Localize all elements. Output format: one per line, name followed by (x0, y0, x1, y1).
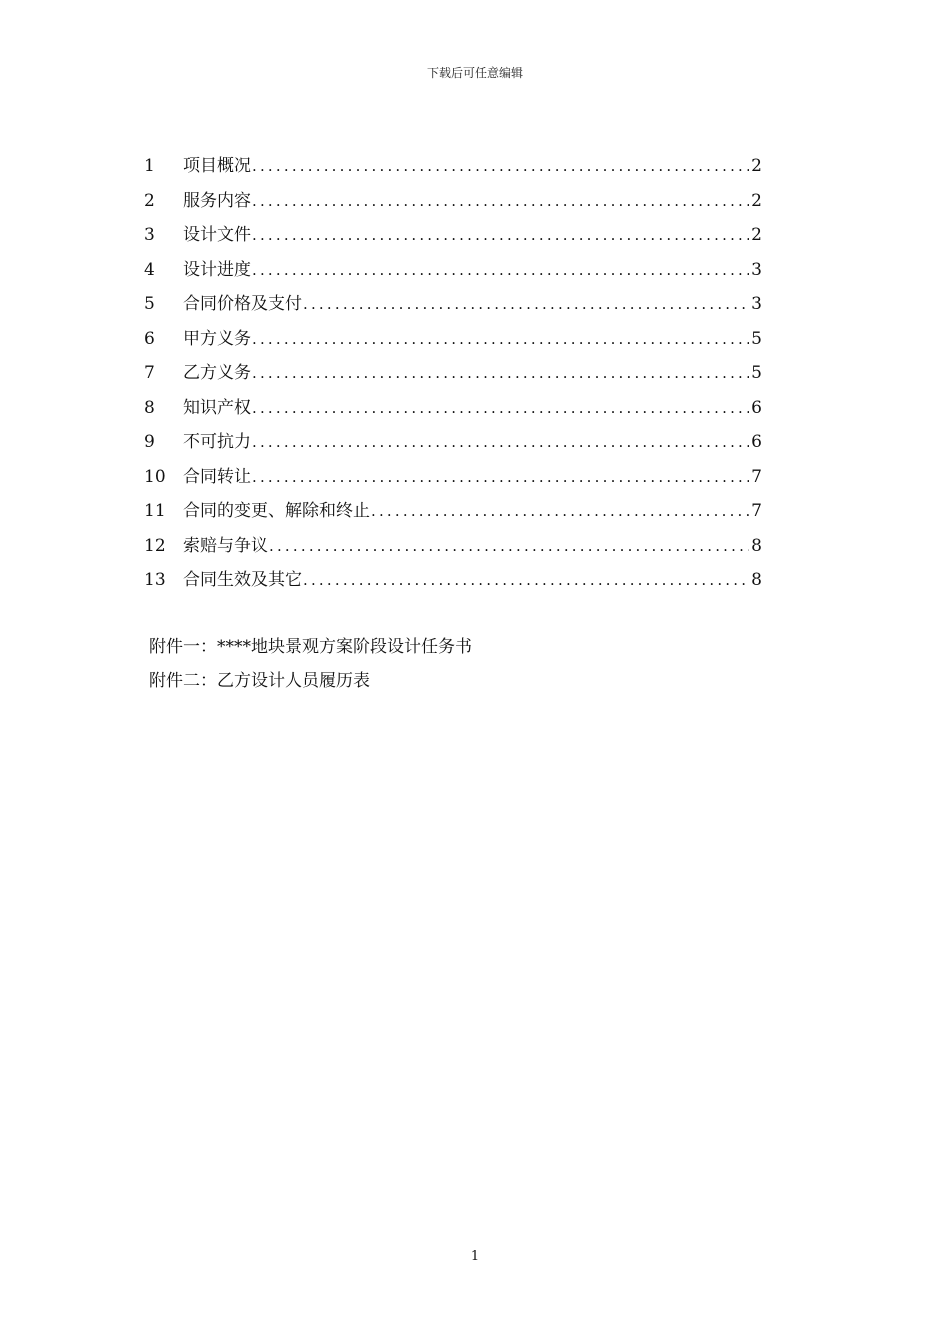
page-number: 1 (470, 1249, 480, 1264)
toc-entry-page: 3 (751, 259, 762, 280)
toc-entry-page: 8 (751, 570, 762, 590)
toc-entry-page: 5 (751, 363, 762, 383)
toc-entry-number: 8 (144, 397, 155, 418)
toc-dot-leader (251, 218, 749, 253)
toc-dot-leader (302, 287, 749, 322)
toc-dot-leader (251, 425, 749, 460)
toc-entry-title: 合同生效及其它 (183, 570, 302, 590)
toc-entry-page: 2 (751, 225, 762, 245)
toc-entry-page: 6 (751, 397, 762, 418)
toc-entry-1[interactable] (144, 149, 762, 184)
toc-entry-11[interactable] (144, 494, 762, 529)
toc-entry-number: 12 (144, 535, 166, 556)
toc-entry-number: 3 (144, 225, 155, 245)
toc-entry-title: 知识产权 (183, 397, 251, 418)
toc-entry-3[interactable] (144, 218, 762, 253)
toc-entry-number: 11 (144, 501, 166, 521)
toc-entry-number: 6 (144, 328, 155, 349)
toc-entry-page: 7 (751, 501, 762, 521)
toc-entry-number: 13 (144, 570, 166, 590)
toc-dot-leader (370, 494, 749, 529)
toc-entry-2[interactable] (144, 184, 762, 219)
toc-dot-leader (268, 529, 749, 564)
toc-entry-number: 2 (144, 190, 155, 211)
toc-entry-page: 3 (751, 294, 762, 314)
toc-dot-leader (251, 149, 749, 184)
toc-entry-10[interactable] (144, 460, 762, 495)
toc-entry-title: 不可抗力 (183, 432, 251, 452)
attachment-item: 附件二：乙方设计人员履历表 (149, 671, 370, 691)
toc-entry-title: 设计进度 (183, 259, 251, 280)
toc-dot-leader (251, 253, 749, 288)
table-of-contents (144, 149, 762, 598)
toc-entry-page: 6 (751, 432, 762, 452)
toc-entry-8[interactable] (144, 391, 762, 426)
toc-entry-number: 1 (144, 156, 155, 176)
toc-entry-page: 2 (751, 156, 762, 176)
toc-entry-page: 2 (751, 190, 762, 211)
toc-entry-title: 合同的变更、解除和终止 (183, 501, 370, 521)
toc-entry-7[interactable] (144, 356, 762, 391)
toc-entry-13[interactable] (144, 563, 762, 598)
toc-entry-4[interactable] (144, 253, 762, 288)
toc-entry-title: 合同转让 (183, 466, 251, 487)
toc-dot-leader (251, 460, 749, 495)
toc-entry-page: 8 (751, 535, 762, 556)
toc-entry-title: 项目概况 (183, 156, 251, 176)
toc-dot-leader (251, 184, 749, 219)
toc-dot-leader (251, 391, 749, 426)
toc-entry-title: 乙方义务 (183, 363, 251, 383)
attachments-list (149, 630, 472, 698)
toc-entry-title: 合同价格及支付 (183, 294, 302, 314)
toc-entry-page: 7 (751, 466, 762, 487)
toc-entry-12[interactable] (144, 529, 762, 564)
toc-entry-page: 5 (751, 328, 762, 349)
toc-entry-number: 10 (144, 466, 166, 487)
toc-entry-title: 索赔与争议 (183, 535, 268, 556)
toc-entry-title: 设计文件 (183, 225, 251, 245)
toc-dot-leader (251, 322, 749, 357)
toc-entry-6[interactable] (144, 322, 762, 357)
toc-entry-number: 5 (144, 294, 155, 314)
toc-entry-number: 9 (144, 432, 155, 452)
toc-entry-title: 甲方义务 (183, 328, 251, 349)
toc-entry-number: 4 (144, 259, 155, 280)
toc-entry-number: 7 (144, 363, 155, 383)
toc-entry-title: 服务内容 (183, 190, 251, 211)
toc-entry-5[interactable] (144, 287, 762, 322)
header-note: 下载后可任意编辑 (426, 66, 523, 80)
toc-entry-9[interactable] (144, 425, 762, 460)
attachment-item: 附件一：****地块景观方案阶段设计任务书 (149, 637, 472, 657)
toc-dot-leader (251, 356, 749, 391)
toc-dot-leader (302, 563, 749, 598)
